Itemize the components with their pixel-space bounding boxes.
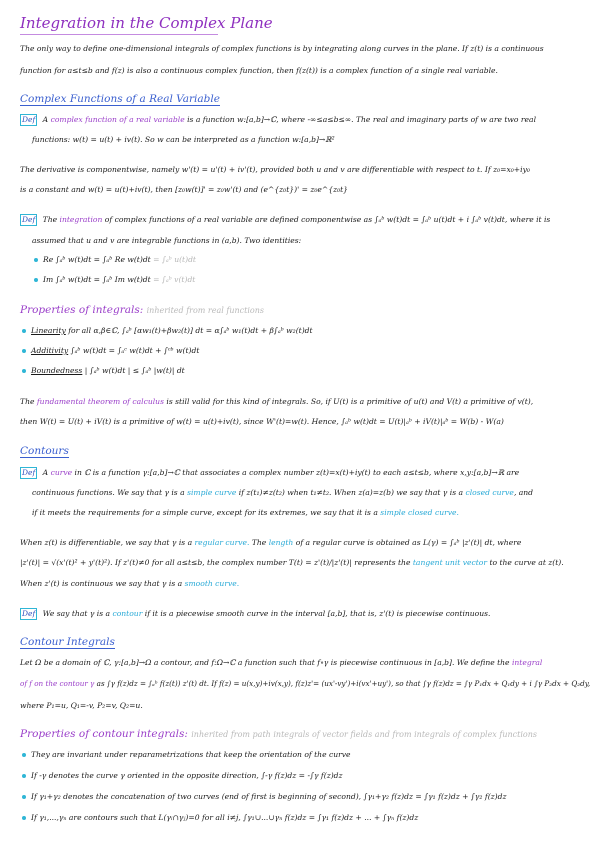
text: We say that γ is a [42,609,111,618]
identity-real-part [32,255,196,265]
def-contour [20,608,490,620]
term-closed-curve: closed curve [465,488,514,497]
text: if it meets the requirements for a simple curve, except for its extremes, we say that it is a [32,508,378,517]
property-linearity [20,326,313,336]
term-tangent-unit-vector: tangent unit vector [412,558,488,567]
term-contour: contour [112,609,143,618]
def-pre: A [42,468,49,477]
regular-line-3 [20,579,239,589]
heading-sub: inherited from path integrals of vector fields and from integrals of complex functions [191,730,537,739]
bullet-dot [22,753,26,757]
def-badge: Def [22,609,36,618]
contour-property-4 [20,813,418,823]
def-complex-function-line-2: functions: w(t) = u(t) + iv(t). So w can be interpreted as a function w:[a,b]→ℝ² [32,135,335,144]
text: If γ₁,...,γₙ are contours such that L(γᵢ∩γⱼ)=0 for all i≠j, ∫γ₁∪...∪γₙ f(z)dz = ∫γ₁ f(z)dz + ... + ∫γₙ f(z)dz [31,813,419,822]
title-underline [20,34,218,35]
text: If -γ denotes the curve γ oriented in the opposite direction, ∫-γ f(z)dz = -∫γ f(z)dz [31,771,343,780]
heading-sub: inherited from real functions [146,306,264,315]
text: |z'(t)| = √(x'(t)² + y'(t)²). If z'(t)≠0 for all a≤t≤b, the complex number T(t) = z'(t)/|z'(t)| represents the [20,558,411,567]
section-heading-complex-functions: Complex Functions of a Real Variable [20,93,220,105]
bullet-dot [22,795,26,799]
def-badge: Def [22,468,36,477]
heading-text: Properties of integrals: [20,304,144,316]
term-integral-on-contour: of f on the contour γ [20,679,95,688]
section-heading-contour-integrals: Contour Integrals [20,636,115,648]
text: The [251,538,267,547]
property-text: | ∫ₐᵇ w(t)dt | ≤ ∫ₐᵇ |w(t)| dt [84,366,185,375]
text: of a regular curve is obtained as L(γ) = ∫ₐᵇ |z'(t)| dt, where [295,538,522,547]
bullet-dot [22,816,26,820]
def-curve-line-2 [32,488,533,498]
property-text: for all α,β∈ℂ, ∫ₐᵇ [αw₁(t)+βw₂(t)] dt = α∫ₐᵇ w₁(t)dt + β∫ₐᵇ w₂(t)dt [68,326,313,335]
term-smooth-curve: smooth curve. [184,579,240,588]
contour-integral-line-2 [20,679,590,689]
text: as ∫γ f(z)dz = ∫ₐᵇ f(z(t)) z'(t) dt. If f(z) = u(x,y)+iv(x,y), f(z)z'= (ux'-vy')+i(vx'+uy'), so that ∫γ f(z)dz = ∫γ P₁dx + Q₁dy + i ∫γ P₂dx + Q₂dy, [96,679,591,688]
def-rest: is a function w:[a,b]→ℂ, where -∞≤a≤b≤∞. The real and imaginary parts of w are two real [187,115,536,124]
intro-line-2: function for a≤t≤b and f(z) is also a continuous complex function, then f(z(t)) is a complex function of a single real variable. [20,66,498,75]
def-badge: Def [22,115,36,124]
property-boundedness [20,366,185,376]
text: continuous functions. We say that γ is a [32,488,185,497]
def-rest: in ℂ is a function γ:[a,b]→ℂ that associates a complex number z(t)=x(t)+iy(t) to each a≤t≤b, where x,y:[a,b]→ℝ are [74,468,520,477]
section-heading-contour-properties [20,728,537,740]
derivative-line-2: is a constant and w(t) = u(t)+iv(t), then [z₀w(t)]' = z₀w'(t) and (e^{z₀t})' = z₀e^{z₀t} [20,185,349,194]
identity-note: = ∫ₐᵇ u(t)dt [153,255,196,264]
def-pre: A [42,115,49,124]
def-curve-line-1 [20,467,519,479]
identity-text: Re ∫ₐᵇ w(t)dt = ∫ₐᵇ Re w(t)dt [43,255,151,264]
text: Let Ω be a domain of ℂ, γ:[a,b]→Ω a contour, and f:Ω→ℂ a function such that f∘γ is piecewise continuous in [a,b]. We define the [20,658,510,667]
def-complex-function-line-1 [20,114,536,126]
text: if z(t₁)≠z(t₂) when t₁≠t₂. When z(a)=z(b) we say that γ is a [238,488,464,497]
text: They are invariant under reparametrizations that keep the orientation of the curve [31,750,351,759]
section-heading-contours: Contours [20,445,69,457]
bullet-dot [22,329,26,333]
contour-property-3 [20,792,506,802]
bullet-dot [22,349,26,353]
text: When z(t) is differentiable, we say that γ is a [20,538,193,547]
bullet-dot [22,774,26,778]
def-badge: Def [22,215,36,224]
def-term: complex function of a real variable [50,115,185,124]
text: If γ₁+γ₂ denotes the concatenation of two curves (end of first is beginning of second), ∫γ₁+γ₂ f(z)dz = ∫γ₁ f(z)dz + ∫γ₂ f(z)dz [31,792,507,801]
property-term: Linearity [31,326,66,335]
page-title: Integration in the Complex Plane [20,14,273,32]
def-term: integration [59,215,103,224]
identity-imag-part [32,275,195,285]
contour-property-1 [20,750,351,760]
regular-line-2 [20,558,564,568]
text: if it is a piecewise smooth curve in the interval [a,b], that is, z'(t) is piecewise continuous. [144,609,491,618]
ftc-line-1 [20,397,533,407]
text: When z'(t) is continuous we say that γ is a [20,579,183,588]
def-curve-line-3 [32,508,459,518]
regular-line-1 [20,538,521,548]
contour-integral-line-3: where P₁=u, Q₁=-v, P₂=v, Q₂=u. [20,701,143,710]
ftc-line-2: then W(t) = U(t) + iV(t) is a primitive of w(t) = u(t)+iv(t), since W'(t)=w(t). Hence, ∫ₐᵇ w(t)dt = U(t)|ₐᵇ + iV(t)|ₐᵇ = W(b) - W(a) [20,417,504,426]
text: , and [513,488,534,497]
term-simple-closed-curve: simple closed curve. [380,508,459,517]
property-text: ∫ₐᵇ w(t)dt = ∫ₐᶜ w(t)dt + ∫ᶜᵇ w(t)dt [70,346,200,355]
term-integral: integral [511,658,543,667]
intro-line-1: The only way to define one-dimensional integrals of complex functions is by integrating along curves in the plane. If z(t) is a continuous [20,44,544,53]
ftc-pre: The [20,397,35,406]
property-term: Boundedness [31,366,83,375]
section-heading-properties [20,304,264,316]
bullet-dot [22,369,26,373]
identity-text: Im ∫ₐᵇ w(t)dt = ∫ₐᵇ Im w(t)dt [43,275,151,284]
term-simple-curve: simple curve [187,488,237,497]
def-term: curve [50,468,73,477]
identity-note: = ∫ₐᵇ v(t)dt [153,275,196,284]
def-integration-line-2: assumed that u and v are integrable functions in (a,b). Two identities: [32,236,302,245]
term-regular-curve: regular curve. [194,538,250,547]
bullet-dot [34,278,38,282]
term-length: length [268,538,294,547]
def-pre: The [42,215,58,224]
def-integration-line-1 [20,214,550,226]
derivative-line-1: The derivative is componentwise, namely w'(t) = u'(t) + iv'(t), provided both u and v are differentiable with respect to t. If z₀=x₀+iy₀ [20,165,530,174]
contour-integral-line-1 [20,658,542,668]
ftc-term: fundamental theorem of calculus [36,397,164,406]
ftc-rest: is still valid for this kind of integrals. So, if U(t) is a primitive of u(t) and V(t) a primitive of v(t), [166,397,534,406]
def-rest: of complex functions of a real variable are defined componentwise as ∫ₐᵇ w(t)dt = ∫ₐᵇ u(t)dt + i ∫ₐᵇ v(t)dt, where it is [104,215,551,224]
bullet-dot [34,258,38,262]
property-additivity [20,346,199,356]
text: to the curve at z(t). [489,558,564,567]
contour-property-2 [20,771,343,781]
heading-text: Properties of contour integrals: [20,728,188,740]
property-term: Additivity [31,346,69,355]
